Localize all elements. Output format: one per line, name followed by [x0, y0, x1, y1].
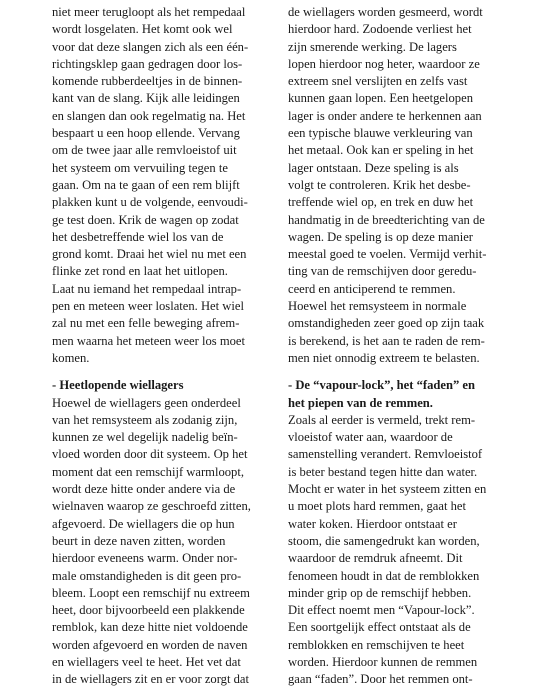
text-line: de wiellagers worden gesmeerd, wordt: [288, 5, 483, 19]
text-line: plakken kunt u de volgende, eenvoudi-: [52, 195, 248, 210]
text-line: het systeem om vervuiling tegen te: [52, 160, 228, 175]
text-line: zijn smerende werking. De lagers: [288, 39, 457, 54]
text-line: pen en meteen weer loslaten. Het wiel: [52, 299, 244, 314]
text-line: en slangen dan ook regelmatig na. Het: [52, 108, 246, 123]
text-line: meestal goed te voelen. Vermijd verhit-: [288, 247, 487, 262]
text-line: Hoewel het remsysteem in normale: [288, 299, 467, 314]
text-line: wordt deze hitte onder andere via de: [52, 482, 236, 497]
text-line: grond komt. Draai het wiel nu met een: [52, 247, 247, 262]
text-line: zal nu met een felle beweging afrem-: [52, 316, 240, 331]
text-line: komen.: [52, 350, 90, 365]
text-line: samenstelling verandert. Remvloeistof: [288, 447, 483, 462]
text-line: Hoewel de wiellagers geen onderdeel: [52, 395, 241, 410]
text-line: gaan “faden”. Door het remmen ont-: [288, 672, 473, 687]
text-line: is berekend, is het aan te raden de rem-: [288, 333, 485, 348]
text-line: stoom, die samengedrukt kan worden,: [288, 533, 480, 548]
paragraph-wiellagers-continued: [288, 4, 506, 367]
text-line: ting van de remschijven door geredu-: [288, 264, 477, 279]
text-line: richtingsklep gaan gedragen door los-: [52, 56, 243, 71]
text-line: kunnen ze wel degelijk nadelig beïn-: [52, 430, 238, 445]
text-line: het piepen van de remmen.: [288, 395, 433, 410]
text-line: omstandigheden zeer goed op zijn taak: [288, 316, 485, 331]
text-line: u moet plots hard remmen, gaat het: [288, 499, 467, 514]
text-line: en wiellagers veel te heet. Het vet dat: [52, 654, 241, 669]
text-line: ceerd en anticiperend te remmen.: [288, 281, 456, 296]
text-line: Dit effect noemt men “Vapour-lock”.: [288, 603, 475, 618]
text-line: remblok, kan deze hitte niet voldoende: [52, 620, 248, 635]
text-line: lager ontstaan. Deze speling is als: [288, 160, 459, 175]
text-line: flinke zet rond en laat het uitlopen.: [52, 264, 228, 279]
text-line: om de twee jaar alle remvloeistof uit: [52, 143, 237, 158]
text-line: water koken. Hierdoor ontstaat er: [288, 516, 457, 531]
text-line: vloed worden door dit systeem. Op het: [52, 447, 248, 462]
text-line: - Heetlopende wiellagers: [52, 378, 184, 393]
text-line: gaan. Om na te gaan of een rem blijft: [52, 177, 240, 192]
text-line: wagen. De speling is op deze manier: [288, 229, 473, 244]
text-line: is beter bestand tegen hitte dan water.: [288, 464, 478, 479]
paragraph-gap: [52, 367, 270, 377]
text-line: een typische blauwe verkleuring van: [288, 126, 473, 141]
text-line: Zoals al eerder is vermeld, trekt rem-: [288, 412, 476, 427]
text-line: wielnaven waarop ze geschroefd zitten,: [52, 499, 251, 514]
text-line: Mocht er water in het systeem zitten en: [288, 482, 487, 497]
text-line: Een soortgelijk effect ontstaat als de: [288, 620, 471, 635]
text-line: male omstandigheden is dit geen pro-: [52, 568, 242, 583]
text-line: Laat nu iemand het rempedaal intrap-: [52, 281, 242, 296]
text-line: bespaart u een hoop ellende. Vervang: [52, 126, 240, 141]
text-line: hierdoor hard. Zodoende verliest het: [288, 22, 472, 37]
section-heading-vapour-lock: [288, 377, 506, 412]
text-line: waardoor de remdruk afneemt. Dit: [288, 551, 463, 566]
text-line: het metaal. Ook kan er speling in het: [288, 143, 474, 158]
text-line: remblokken en remschijven te heet: [288, 637, 465, 652]
paragraph-gap: [288, 367, 506, 377]
text-line: heet, door bijvoorbeeld een plakkende: [52, 603, 245, 618]
text-line: - De “vapour-lock”, het “faden” en: [288, 378, 476, 393]
right-column: [288, 4, 506, 689]
text-line: voor dat deze slangen zich als een één-: [52, 39, 249, 54]
text-line: afgevoerd. De wiellagers die op hun: [52, 516, 235, 531]
text-line: worden afgevoerd en worden de naven: [52, 637, 248, 652]
text-line: worden. Hierdoor kunnen de remmen: [288, 654, 478, 669]
text-line: ge test doen. Krik de wagen op zodat: [52, 212, 239, 227]
text-line: hierdoor eveneens warm. Onder nor-: [52, 551, 238, 566]
text-line: fenomeen houdt in dat de remblokken: [288, 568, 480, 583]
left-column: [52, 4, 270, 689]
text-line: men waarna het meteen weer los moet: [52, 333, 246, 348]
text-line: lopen hierdoor nog heter, waardoor ze: [288, 56, 480, 71]
paragraph-wheel-test: [52, 4, 270, 367]
section-heading-wiellagers: [52, 377, 270, 394]
text-line: bleem. Loopt een remschijf nu extreem: [52, 585, 250, 600]
text-line: volgt te controleren. Krik het desbe-: [288, 177, 471, 192]
text-line: extreem snel verslijten en zelfs vast: [288, 74, 468, 89]
text-line: kant van de slang. Kijk alle leidingen: [52, 91, 240, 106]
text-line: vloeistof water aan, waardoor de: [288, 430, 453, 445]
text-line: wordt losgelaten. Het komt ook wel: [52, 22, 233, 37]
paragraph-wiellagers: [52, 395, 270, 689]
text-line: kunnen gaan lopen. Een heetgelopen: [288, 91, 473, 106]
text-line: treffende wiel op, en trek en duw het: [288, 195, 474, 210]
text-line: in de wiellagers zit en er voor zorgt dat: [52, 672, 249, 687]
text-line: het desbetreffende wiel los van de: [52, 229, 224, 244]
paragraph-vapour-lock: [288, 412, 506, 689]
text-line: beurt in deze naven zitten, worden: [52, 533, 226, 548]
text-line: men niet onnodig extreem te belasten.: [288, 350, 480, 365]
text-line: van het remsysteem als zodanig zijn,: [52, 412, 238, 427]
text-line: niet meer terugloopt als het rempedaal: [52, 5, 246, 19]
text-line: minder grip op de remschijf hebben.: [288, 585, 472, 600]
text-line: komende rubberdeeltjes in de binnen-: [52, 74, 243, 89]
text-line: lager is onder andere te herkennen aan: [288, 108, 482, 123]
text-line: moment dat een remschijf warmloopt,: [52, 464, 244, 479]
text-line: handmatig in de breedterichting van de: [288, 212, 485, 227]
